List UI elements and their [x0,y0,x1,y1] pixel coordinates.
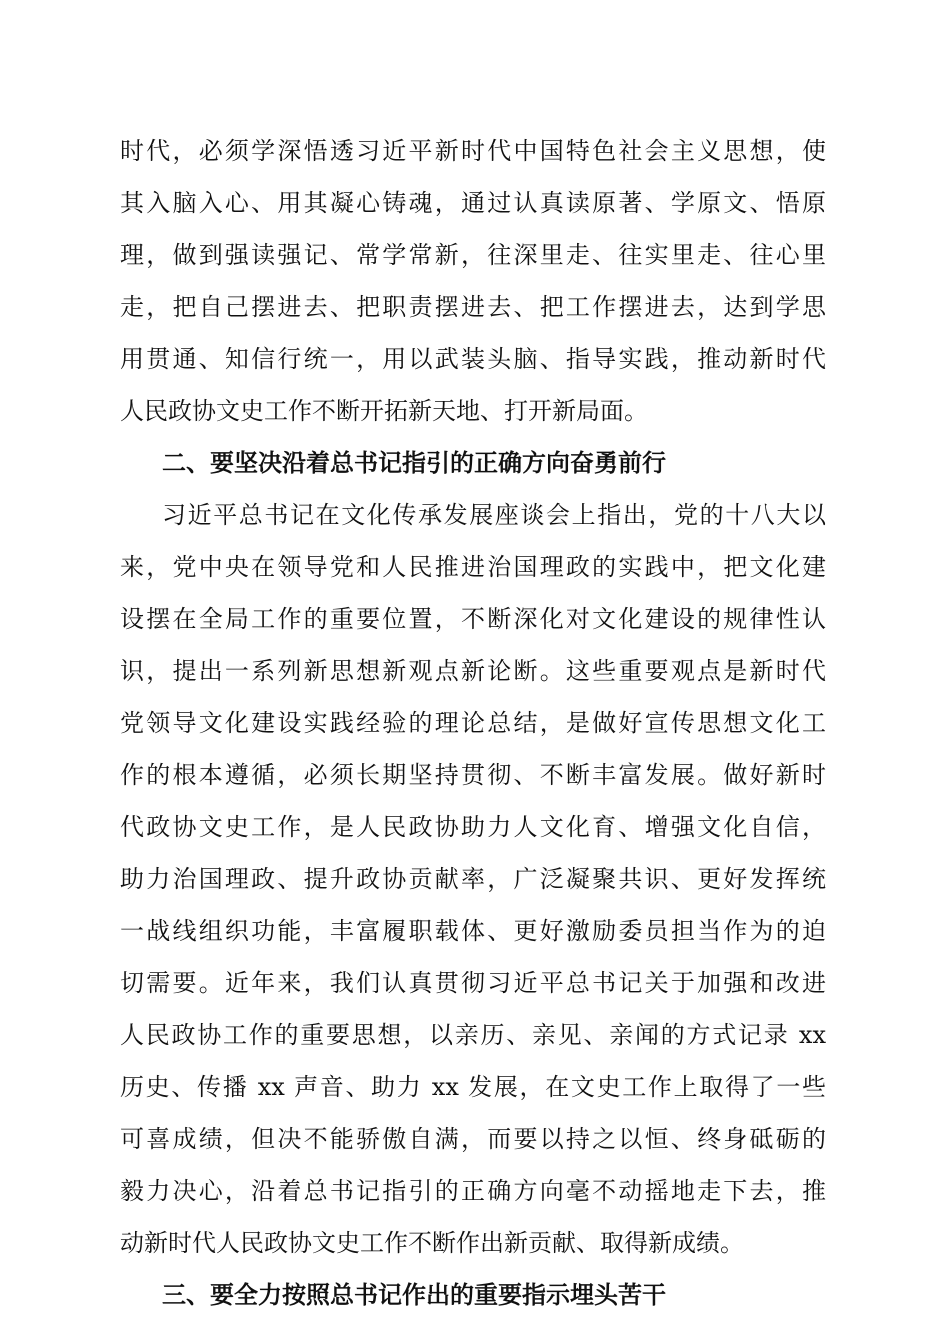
paragraph-line: 设摆在全局工作的重要位置，不断深化对文化建设的规律性认 [120,605,826,633]
paragraph-line: 可喜成绩，但决不能骄傲自满，而要以持之以恒、终身砥砺的 [120,1125,826,1153]
paragraph-line: 其入脑入心、用其凝心铸魂，通过认真读原著、学原文、悟原 [120,189,826,217]
paragraph-line: 时代，必须学深悟透习近平新时代中国特色社会主义思想，使 [120,137,826,165]
paragraph-1 [120,125,826,437]
paragraph-line: 走，把自己摆进去、把职责摆进去、把工作摆进去，达到学思 [120,293,826,321]
paragraph-line: 历史、传播 xx 声音、助力 xx 发展，在文史工作上取得了一些 [120,1073,826,1101]
paragraph-line: 毅力决心，沿着总书记指引的正确方向毫不动摇地走下去，推 [120,1177,826,1205]
paragraph-line: 动新时代人民政协文史工作不断作出新贡献、取得新成绩。 [120,1229,744,1257]
paragraph-line: 切需要。近年来，我们认真贯彻习近平总书记关于加强和改进 [120,969,826,997]
section-heading-2: 二、要坚决沿着总书记指引的正确方向奋勇前行 [162,449,666,477]
section-heading-3: 三、要全力按照总书记作出的重要指示埋头苦干 [162,1281,666,1309]
paragraph-line: 识，提出一系列新思想新观点新论断。这些重要观点是新时代 [120,657,826,685]
paragraph-line: 习近平总书记在文化传承发展座谈会上指出，党的十八大以 [162,501,826,529]
paragraph-line: 来，党中央在领导党和人民推进治国理政的实践中，把文化建 [120,553,826,581]
paragraph-line: 助力治国理政、提升政协贡献率，广泛凝聚共识、更好发挥统 [120,865,826,893]
paragraph-line: 用贯通、知信行统一，用以武装头脑、指导实践，推动新时代 [120,345,826,373]
paragraph-line: 人民政协工作的重要思想，以亲历、亲见、亲闻的方式记录 xx [120,1021,826,1049]
paragraph-line: 代政协文史工作，是人民政协助力人文化育、增强文化自信， [120,813,826,841]
paragraph-line: 人民政协文史工作不断开拓新天地、打开新局面。 [120,397,648,425]
paragraph-2 [120,489,826,1269]
paragraph-line: 一战线组织功能，丰富履职载体、更好激励委员担当作为的迫 [120,917,826,945]
paragraph-line: 作的根本遵循，必须长期坚持贯彻、不断丰富发展。做好新时 [120,761,826,789]
paragraph-line: 党领导文化建设实践经验的理论总结，是做好宣传思想文化工 [120,709,826,737]
document-body [120,125,826,1321]
paragraph-line: 理，做到强读强记、常学常新，往深里走、往实里走、往心里 [120,241,826,269]
